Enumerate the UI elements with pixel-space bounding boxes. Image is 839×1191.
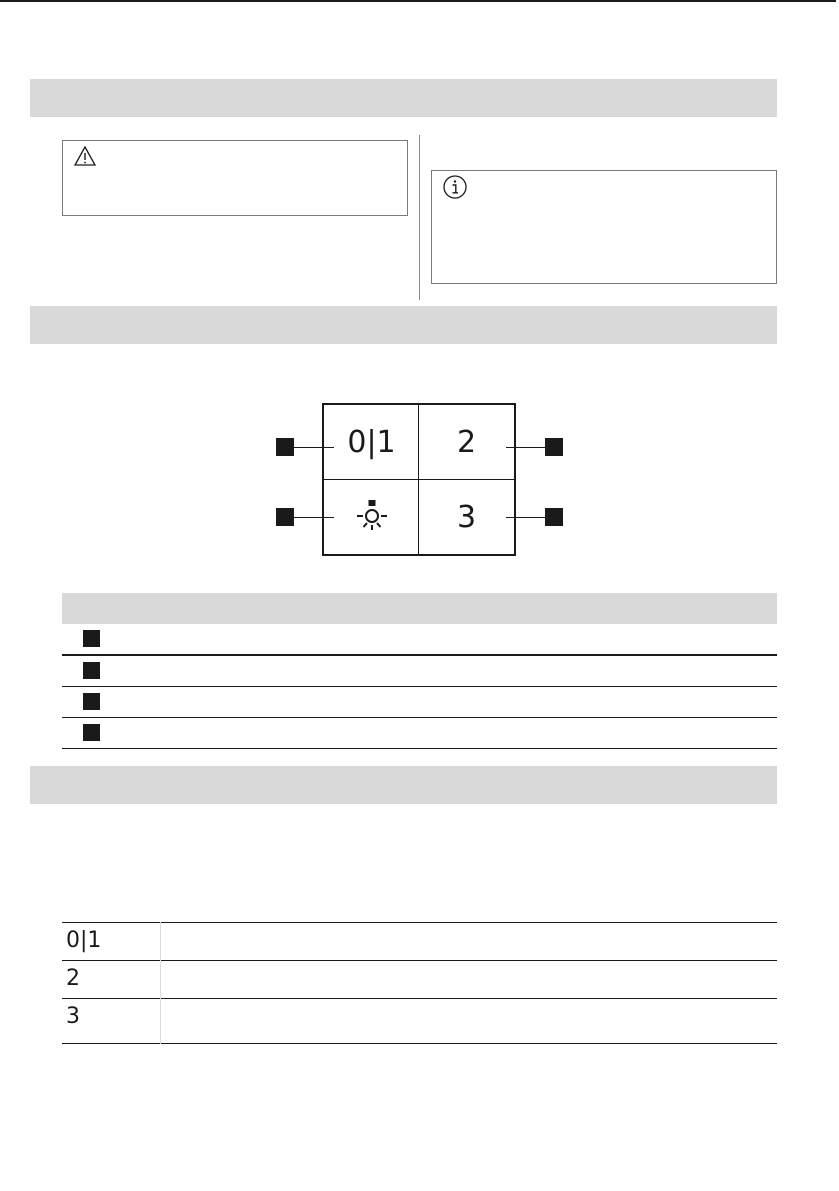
legend-row-marker-1 bbox=[83, 630, 100, 647]
column-divider bbox=[419, 135, 420, 300]
legend-row-marker-4 bbox=[83, 724, 100, 741]
key-on-off-label: 0|1 bbox=[347, 424, 396, 460]
info-box bbox=[431, 170, 777, 284]
section-header-bar-3 bbox=[30, 766, 777, 804]
key-speed-2-label: 2 bbox=[456, 424, 477, 460]
section-header-bar-1 bbox=[30, 79, 777, 117]
legend-table-header bbox=[62, 593, 777, 624]
mode-row-divider bbox=[62, 960, 777, 961]
callout-leader-1 bbox=[294, 447, 334, 448]
info-circle-icon bbox=[442, 174, 468, 200]
legend-row-divider bbox=[62, 748, 777, 749]
legend-row-marker-3 bbox=[83, 693, 100, 710]
key-light[interactable] bbox=[324, 480, 419, 554]
key-on-off[interactable] bbox=[324, 405, 419, 479]
callout-leader-4 bbox=[506, 517, 545, 518]
mode-symbol-speed-2: 2 bbox=[66, 966, 80, 991]
mode-table-top-rule bbox=[62, 922, 777, 923]
mode-symbol-speed-3: 3 bbox=[66, 1004, 80, 1029]
callout-leader-3 bbox=[506, 447, 545, 448]
legend-row-divider bbox=[62, 717, 777, 718]
page-top-rule bbox=[0, 0, 836, 2]
light-bulb-icon bbox=[354, 499, 390, 535]
callout-marker-3 bbox=[545, 438, 563, 456]
mode-table-bottom-rule bbox=[62, 1043, 777, 1044]
section-header-bar-2 bbox=[30, 306, 777, 344]
mode-row-divider bbox=[62, 998, 777, 999]
legend-row-divider bbox=[62, 654, 777, 656]
key-speed-3[interactable] bbox=[419, 480, 514, 554]
callout-marker-2 bbox=[276, 508, 294, 526]
callout-leader-2 bbox=[294, 517, 334, 518]
mode-table-column-divider bbox=[160, 922, 161, 1044]
key-speed-2[interactable] bbox=[419, 405, 514, 479]
legend-row-marker-2 bbox=[83, 662, 100, 679]
callout-marker-4 bbox=[545, 508, 563, 526]
legend-row-divider bbox=[62, 686, 777, 687]
warning-box bbox=[62, 140, 408, 216]
warning-triangle-icon bbox=[73, 145, 97, 167]
key-speed-3-label: 3 bbox=[456, 499, 477, 535]
callout-marker-1 bbox=[276, 438, 294, 456]
mode-symbol-on-off: 0|1 bbox=[66, 928, 102, 953]
